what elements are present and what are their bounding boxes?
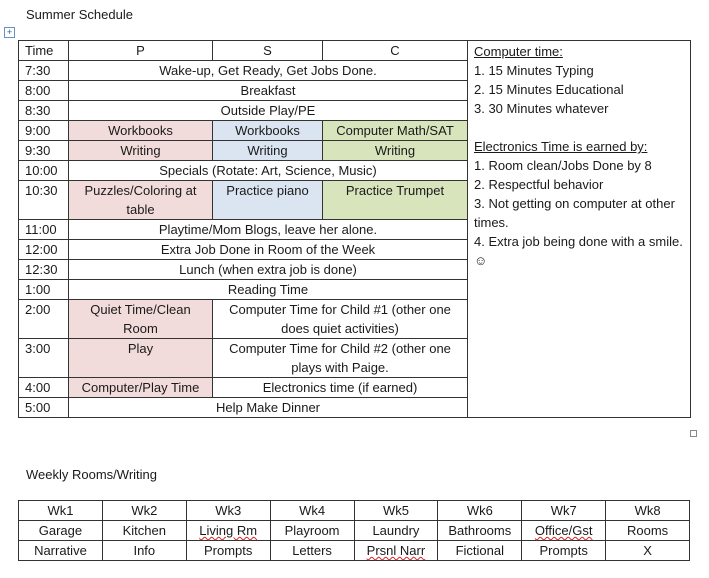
header-s: S	[213, 41, 323, 61]
electronics-heading: Electronics Time is earned by:	[474, 139, 648, 154]
weekly-table	[18, 500, 690, 561]
room-cell: Playroom	[270, 521, 354, 541]
room-cell: Office/Gst	[522, 521, 606, 541]
writing-cell: Prsnl Narr	[354, 541, 438, 561]
time-cell: 12:30	[19, 260, 69, 280]
time-cell: 1:00	[19, 280, 69, 300]
week-header: Wk2	[102, 501, 186, 521]
activity-cell: Outside Play/PE	[69, 101, 468, 121]
writing-cell: Narrative	[19, 541, 103, 561]
activity-cell-s: Writing	[213, 141, 323, 161]
time-cell: 10:30	[19, 181, 69, 220]
computer-time-heading: Computer time:	[474, 44, 563, 59]
time-cell: 7:30	[19, 61, 69, 81]
activity-cell-p: Play	[69, 339, 213, 378]
electronics-item: 2. Respectful behavior	[474, 177, 604, 192]
activity-cell-c: Computer Math/SAT	[323, 121, 468, 141]
electronics-item: 3. Not getting on computer at other times.	[474, 196, 675, 230]
activity-cell: Breakfast	[69, 81, 468, 101]
week-header: Wk7	[522, 501, 606, 521]
table-row	[19, 41, 691, 61]
room-cell: Laundry	[354, 521, 438, 541]
writing-cell: Letters	[270, 541, 354, 561]
time-cell: 9:30	[19, 141, 69, 161]
schedule-table	[18, 40, 691, 418]
writing-cell: Prompts	[522, 541, 606, 561]
room-cell: Garage	[19, 521, 103, 541]
writing-cell: X	[606, 541, 690, 561]
activity-cell-p: Writing	[69, 141, 213, 161]
electronics-item: 1. Room clean/Jobs Done by 8	[474, 158, 652, 173]
time-cell: 5:00	[19, 398, 69, 418]
activity-cell-s: Workbooks	[213, 121, 323, 141]
activity-cell: Specials (Rotate: Art, Science, Music)	[69, 161, 468, 181]
activity-cell: Reading Time	[69, 280, 468, 300]
time-cell: 2:00	[19, 300, 69, 339]
activity-cell-sc: Computer Time for Child #1 (other one does quiet activities)	[213, 300, 468, 339]
page-title: Summer Schedule	[26, 7, 133, 22]
table-resize-handle[interactable]	[690, 430, 697, 437]
activity-cell: Extra Job Done in Room of the Week	[69, 240, 468, 260]
header-p: P	[69, 41, 213, 61]
activity-cell: Wake-up, Get Ready, Get Jobs Done.	[69, 61, 468, 81]
activity-cell-sc: Computer Time for Child #2 (other one plays with Paige.	[213, 339, 468, 378]
activity-cell-sc: Electronics time (if earned)	[213, 378, 468, 398]
week-header: Wk5	[354, 501, 438, 521]
activity-cell-s: Practice piano	[213, 181, 323, 220]
activity-cell-c: Practice Trumpet	[323, 181, 468, 220]
room-cell: Bathrooms	[438, 521, 522, 541]
writing-cell: Fictional	[438, 541, 522, 561]
table-row	[19, 541, 690, 561]
room-cell: Kitchen	[102, 521, 186, 541]
activity-cell: Playtime/Mom Blogs, leave her alone.	[69, 220, 468, 240]
time-cell: 8:30	[19, 101, 69, 121]
room-cell: Rooms	[606, 521, 690, 541]
header-time: Time	[19, 41, 69, 61]
time-cell: 10:00	[19, 161, 69, 181]
activity-cell: Lunch (when extra job is done)	[69, 260, 468, 280]
week-header: Wk6	[438, 501, 522, 521]
writing-cell: Info	[102, 541, 186, 561]
room-cell: Living Rm	[186, 521, 270, 541]
computer-item: 1. 15 Minutes Typing	[474, 63, 594, 78]
time-cell: 4:00	[19, 378, 69, 398]
weekly-title: Weekly Rooms/Writing	[26, 467, 157, 482]
header-c: C	[323, 41, 468, 61]
time-cell: 3:00	[19, 339, 69, 378]
activity-cell-p: Quiet Time/Clean Room	[69, 300, 213, 339]
time-cell: 11:00	[19, 220, 69, 240]
time-cell: 9:00	[19, 121, 69, 141]
writing-cell: Prompts	[186, 541, 270, 561]
table-row	[19, 501, 690, 521]
week-header: Wk8	[606, 501, 690, 521]
activity-cell-c: Writing	[323, 141, 468, 161]
electronics-item: 4. Extra job being done with a smile. ☺	[474, 234, 683, 268]
activity-cell-p: Puzzles/Coloring at table	[69, 181, 213, 220]
table-move-handle-icon[interactable]: +	[4, 27, 15, 38]
time-cell: 12:00	[19, 240, 69, 260]
activity-cell-p: Workbooks	[69, 121, 213, 141]
week-header: Wk4	[270, 501, 354, 521]
activity-cell: Help Make Dinner	[69, 398, 468, 418]
week-header: Wk1	[19, 501, 103, 521]
week-header: Wk3	[186, 501, 270, 521]
computer-item: 2. 15 Minutes Educational	[474, 82, 624, 97]
side-notes	[468, 41, 691, 418]
computer-item: 3. 30 Minutes whatever	[474, 101, 609, 116]
time-cell: 8:00	[19, 81, 69, 101]
table-row	[19, 521, 690, 541]
activity-cell-p: Computer/Play Time	[69, 378, 213, 398]
